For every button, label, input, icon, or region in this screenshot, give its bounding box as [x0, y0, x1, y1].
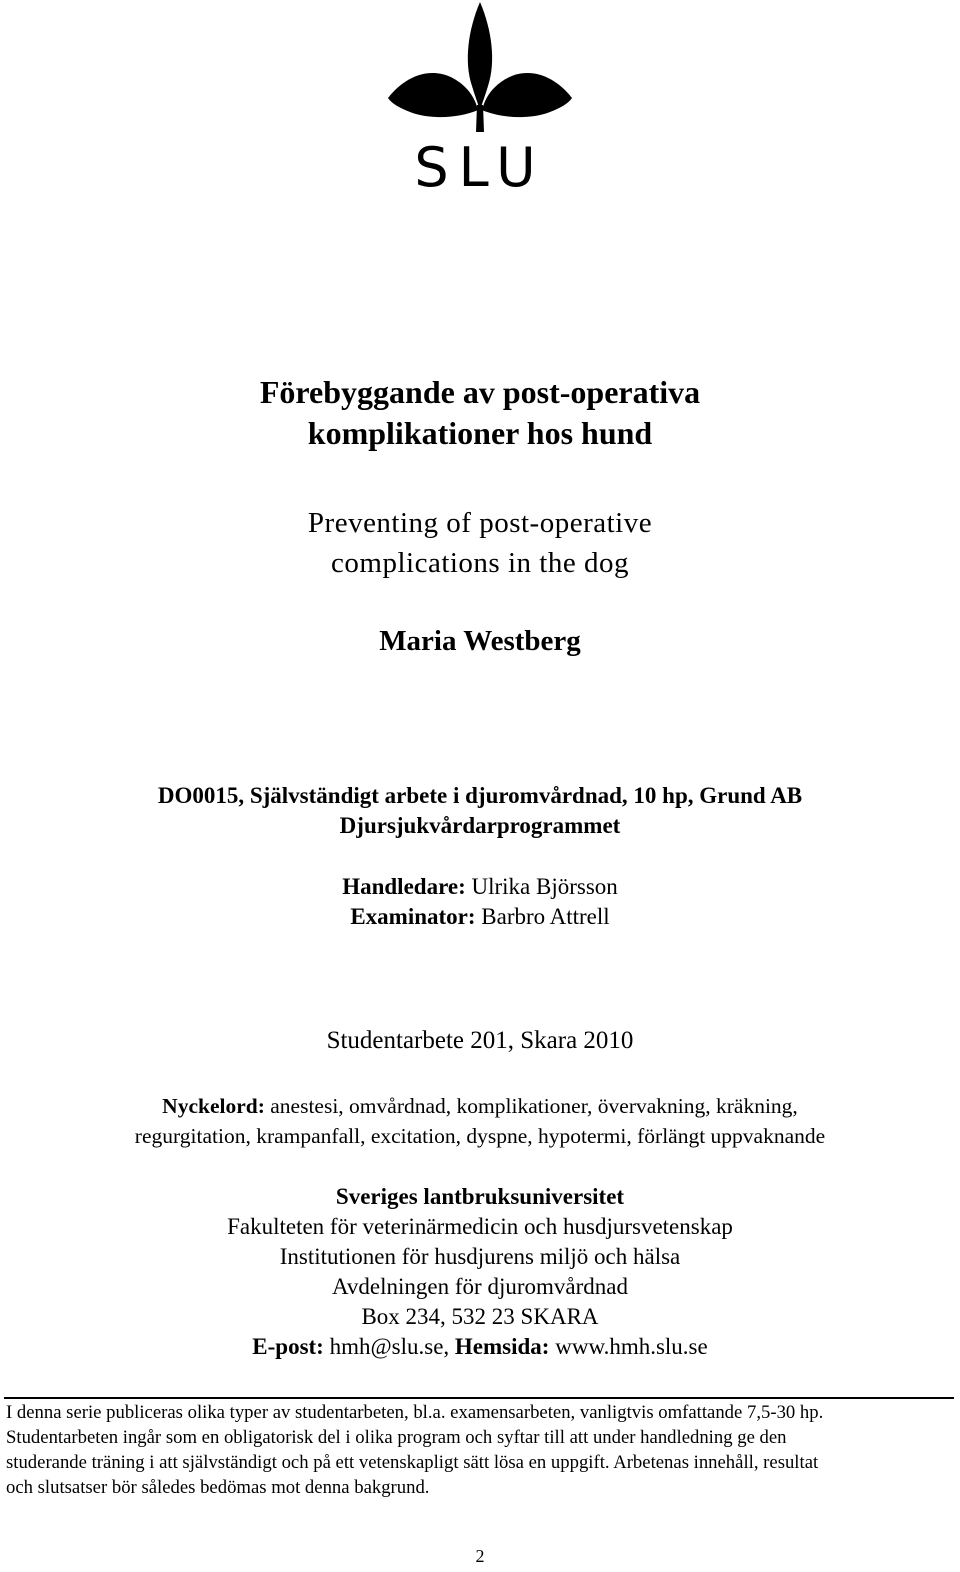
title-swedish — [0, 372, 960, 454]
slu-logo-text: SLU — [414, 136, 546, 199]
page-number: 2 — [475, 1546, 485, 1566]
address: Box 234, 532 23 SKARA — [361, 1304, 599, 1329]
series-info: Studentarbete 201, Skara 2010 — [326, 1027, 634, 1054]
disclaimer-line: I denna serie publiceras olika typer av studentarbeten, bl.a. examensarbeten, vanligtvis omfattande 7,5-30 hp. — [6, 1402, 824, 1423]
email-link[interactable]: hmh@slu.se, — [329, 1334, 450, 1359]
web-label: Hemsida: — [454, 1334, 550, 1359]
contact-line — [0, 1332, 960, 1362]
supervisor-line — [0, 872, 960, 902]
examiner-name: Barbro Attrell — [481, 904, 610, 929]
supervisors — [0, 872, 960, 932]
series-disclaimer — [6, 1400, 956, 1500]
title-line: Förebyggande av post-operativa — [259, 374, 701, 410]
institution-block — [0, 1182, 960, 1362]
examiner-label: Examinator: — [350, 904, 476, 929]
subtitle-line: complications in the dog — [331, 547, 629, 579]
title-english — [0, 503, 960, 583]
supervisor-name: Ulrika Björsson — [471, 874, 618, 899]
disclaimer-line: studerande träning i att självständigt och på ett vetenskapligt sätt lösa en uppgift. Arbetenas innehåll, resultat — [6, 1452, 819, 1473]
program-name: Djursjukvårdarprogrammet — [339, 813, 621, 838]
supervisor-label: Handledare: — [342, 874, 466, 899]
keywords — [0, 1091, 960, 1151]
keywords-label: Nyckelord: — [162, 1094, 265, 1118]
title-line: komplikationer hos hund — [307, 415, 653, 451]
disclaimer-line: och slutsatser bör således bedömas mot denna bakgrund. — [6, 1477, 430, 1498]
course-code-line: DO0015, Självständigt arbete i djuromvårdnad, 10 hp, Grund AB — [157, 783, 803, 808]
web-link[interactable]: www.hmh.slu.se — [555, 1334, 708, 1359]
division-name: Avdelningen för djuromvårdnad — [332, 1274, 628, 1299]
author-name: Maria Westberg — [379, 625, 581, 657]
email-label: E-post: — [252, 1334, 324, 1359]
disclaimer-line: Studentarbeten ingår som en obligatorisk del i olika program och syftar till att under handledning ge den — [6, 1427, 787, 1448]
keywords-text: anestesi, omvårdnad, komplikationer, övervakning, kräkning, — [270, 1094, 798, 1118]
course-info — [0, 781, 960, 841]
slu-logo — [380, 0, 580, 200]
department-name: Institutionen för husdjurens miljö och hälsa — [279, 1244, 681, 1269]
examiner-line — [0, 902, 960, 932]
faculty-name: Fakulteten för veterinärmedicin och husdjursvetenskap — [227, 1214, 733, 1239]
subtitle-line: Preventing of post-operative — [307, 507, 653, 539]
slu-leaf-icon — [380, 0, 580, 140]
keywords-line: regurgitation, krampanfall, excitation, dyspne, hypotermi, förlängt uppvaknande — [134, 1124, 826, 1148]
keywords-line — [0, 1091, 960, 1121]
footer-divider — [4, 1397, 954, 1399]
university-name: Sveriges lantbruksuniversitet — [335, 1184, 625, 1209]
